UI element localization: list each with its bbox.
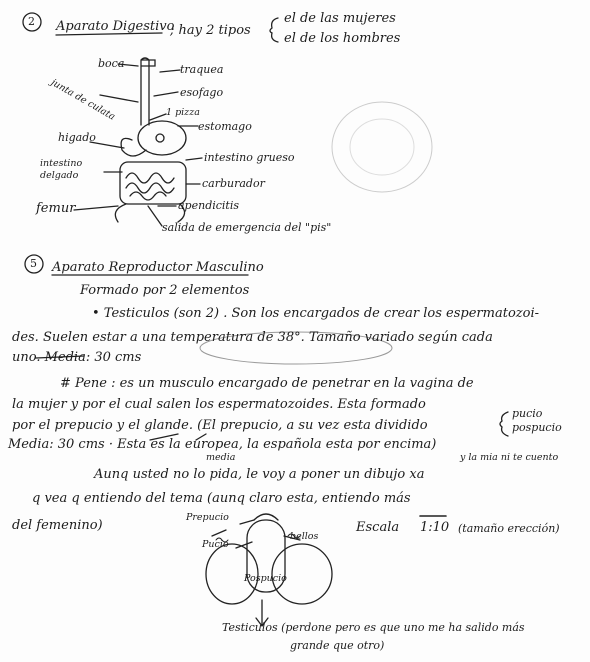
text-line-7: Media: 30 cms · Esta es la europea, la española esta por encima) xyxy=(8,437,437,452)
section-5-number: 5 xyxy=(30,257,37,270)
label-higado: higado xyxy=(58,131,96,144)
brace-types xyxy=(270,18,278,42)
type-women: el de las mujeres xyxy=(284,11,396,26)
caption-line-1: Testiculos (perdone pero es que uno me ha salido más xyxy=(222,621,525,634)
caption-line-2: grande que otro) xyxy=(290,639,385,652)
escala-label: Escala xyxy=(356,520,400,535)
small-intestine xyxy=(126,173,174,200)
types-intro: ; hay 2 tipos xyxy=(170,23,251,38)
label-estomago: estomago xyxy=(198,120,252,133)
label-esofago: esofago xyxy=(180,86,224,99)
label-intestino-grueso: intestino grueso xyxy=(204,151,295,164)
drawing-label-bellos: bellos xyxy=(290,531,319,542)
label-boca: boca xyxy=(98,57,125,70)
text-line-6: por el prepucio y el glande. (El prepucio, a su vez esta dividido xyxy=(12,418,428,433)
femur-lines xyxy=(115,204,184,222)
mine-note: y la mia ni te cuento xyxy=(460,452,559,463)
escala-value: 1:10 xyxy=(420,520,450,535)
section-2-title: Aparato Digestivo xyxy=(56,19,175,34)
formed-by: Formado por 2 elementos xyxy=(80,283,250,298)
text-line-1: • Testiculos (son 2) . Son los encargados de crear los espermatozoi- xyxy=(92,306,539,321)
text-line-8: Aunq usted no lo pida, le voy a poner un dibujo xa xyxy=(94,467,425,482)
escala-note: (tamaño erección) xyxy=(458,522,560,535)
label-carburador: carburador xyxy=(202,177,265,190)
drawing-label-prepucio: Prepucio xyxy=(186,512,229,523)
label-apendicitis: apendicitis xyxy=(178,199,240,212)
text-line-5: la mujer y por el cual salen los espermatozoides. Esta formado xyxy=(12,397,426,412)
label-femur: femur xyxy=(36,201,76,216)
label-junta-culata: junta de culata xyxy=(49,77,117,123)
label-salida-emergencia: salida de emergencia del "pis" xyxy=(162,221,332,234)
type-men: el de los hombres xyxy=(284,31,401,46)
text-line-3: uno. Media: 30 cms xyxy=(12,350,142,365)
prepucio-part-1: pucio xyxy=(512,407,543,420)
text-line-4: # Pene : es un musculo encargado de penetrar en la vagina de xyxy=(60,376,474,391)
text-line-10: del femenino) xyxy=(12,518,103,533)
media-note: media xyxy=(206,452,236,463)
section-5-title: Aparato Reproductor Masculino xyxy=(52,260,264,275)
text-line-9: q vea q entiendo del tema (aunq claro esta, entiendo más xyxy=(32,491,411,506)
label-intestino-delgado: intestino delgado xyxy=(40,158,83,181)
text-line-2: des. Suelen estar a una temperatura de 38°. Tamaño variado según cada xyxy=(12,330,493,345)
drawing-label-pospucio: Pospucio xyxy=(244,573,287,584)
label-pizza: 1 pizza xyxy=(166,107,200,118)
esophagus xyxy=(141,58,155,125)
drawing-label-pucio: Pucio xyxy=(202,539,229,550)
prepucio-part-2: pospucio xyxy=(512,421,562,434)
label-traquea: traquea xyxy=(180,63,224,76)
section-2-number: 2 xyxy=(28,15,35,28)
